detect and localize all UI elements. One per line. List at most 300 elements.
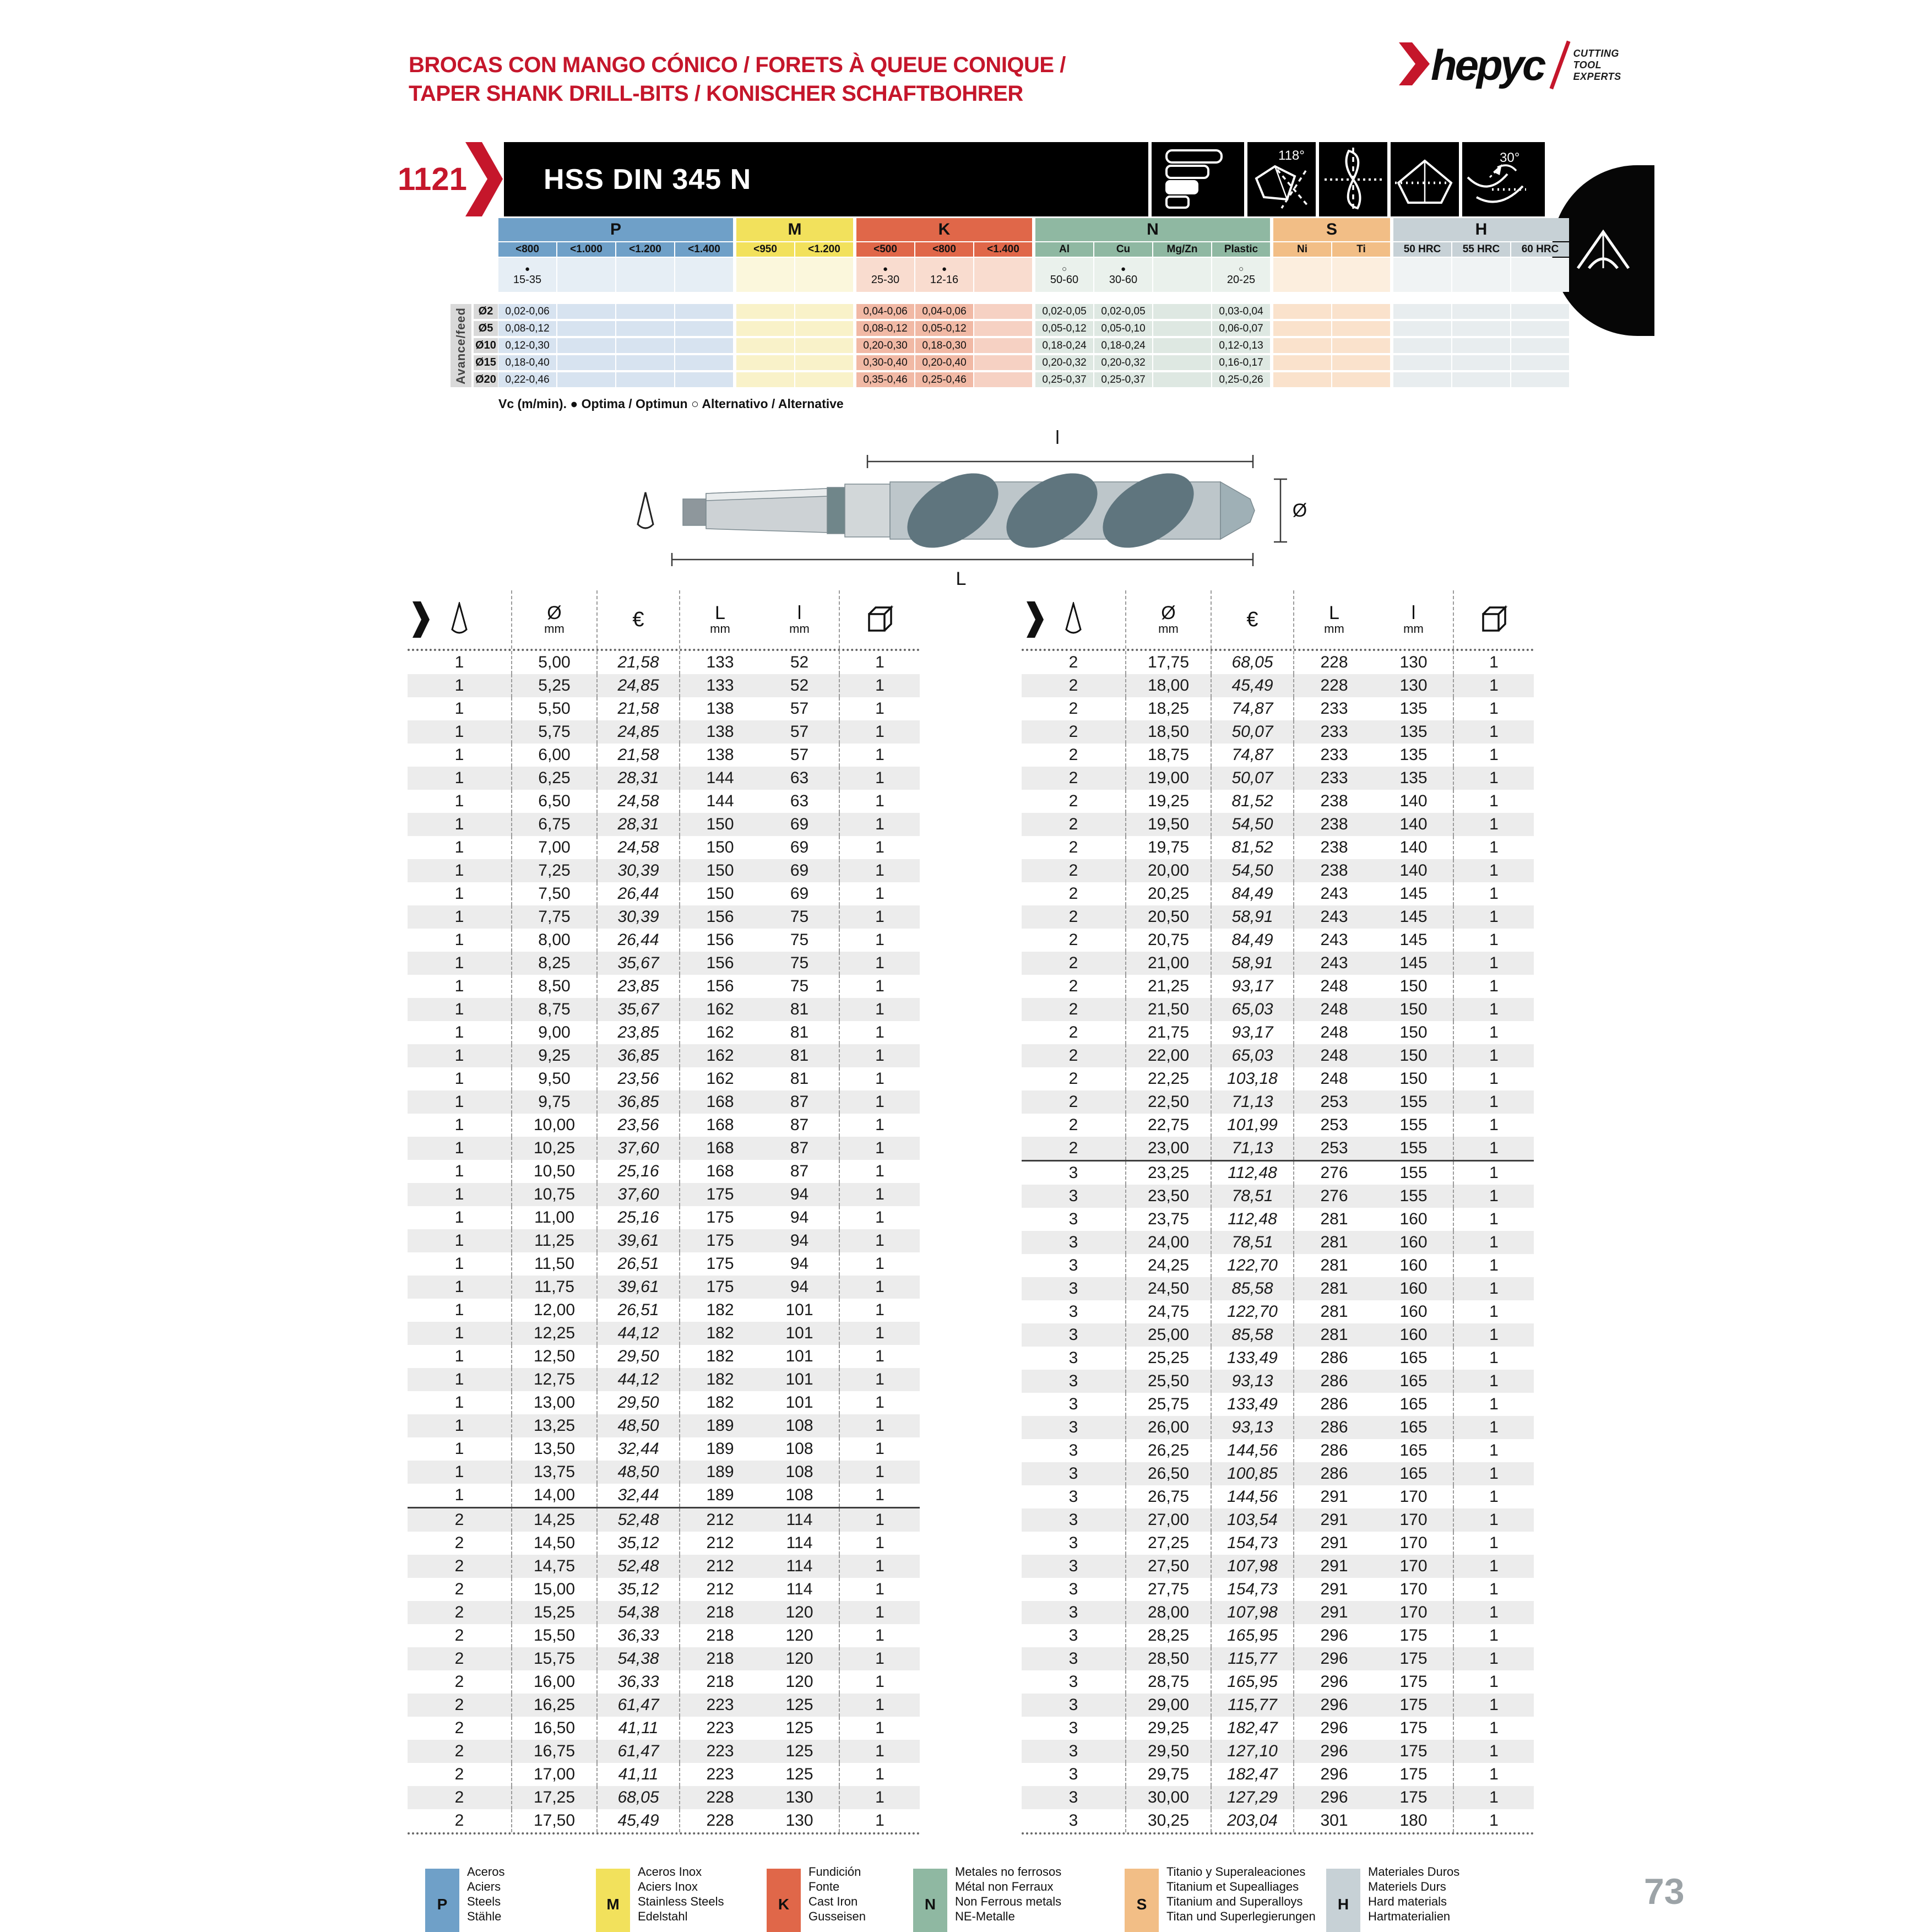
table-cell: 41,11	[598, 1763, 680, 1786]
svg-text:118°: 118°	[1278, 148, 1305, 163]
table-cell: 2	[1022, 905, 1126, 929]
table-cell: 32,44	[598, 1437, 680, 1461]
table-cell: 160	[1374, 1231, 1454, 1254]
table-cell: 160	[1374, 1208, 1454, 1231]
table-row	[408, 952, 920, 975]
page-title-line2: TAPER SHANK DRILL-BITS / KONISCHER SCHAFTBOHRER	[409, 82, 1023, 106]
table-cell: 18,50	[1126, 720, 1212, 744]
table-cell: 26,75	[1126, 1485, 1212, 1508]
table-row	[1022, 1277, 1534, 1300]
table-cell: 125	[760, 1717, 840, 1740]
table-cell: 1	[875, 1719, 884, 1737]
table-cell: 3	[1022, 1740, 1126, 1763]
table-cell: 36,85	[598, 1044, 680, 1067]
table-cell: 2	[408, 1601, 512, 1624]
table-row	[408, 1206, 920, 1229]
table-cell: 26,51	[598, 1252, 680, 1276]
col-header-qty	[1454, 590, 1534, 649]
table-cell: 107,98	[1212, 1601, 1294, 1624]
table-cell: 58,91	[1212, 905, 1294, 929]
legend-color-box: H	[1326, 1869, 1360, 1932]
table-cell: 1	[408, 767, 512, 790]
table-cell: 1	[408, 1206, 512, 1229]
table-cell: 175	[1374, 1740, 1454, 1763]
legend-line: NE-Metalle	[955, 1909, 1015, 1923]
table-cell: 17,50	[512, 1809, 598, 1832]
table-cell: 78,51	[1212, 1231, 1294, 1254]
feed-diameter-label: Ø10	[474, 338, 498, 353]
feed-value-cell: 0,35-0,46	[856, 372, 914, 387]
table-cell: 1	[875, 1208, 884, 1227]
table-row	[1022, 720, 1534, 744]
table-cell: 1	[408, 1160, 512, 1183]
table-cell: 168	[706, 1116, 734, 1134]
table-cell: 127,10	[1212, 1740, 1294, 1763]
table-cell: 74,87	[1212, 697, 1294, 720]
vc-dot: ●	[524, 264, 530, 274]
table-cell: 93,17	[1212, 975, 1294, 998]
table-row	[408, 1717, 920, 1740]
table-cell: 1	[1489, 1326, 1499, 1344]
table-cell: 223	[706, 1742, 734, 1760]
table-cell: 15,25	[512, 1601, 598, 1624]
table-cell: 291	[1320, 1511, 1348, 1529]
table-cell: 145	[1374, 882, 1454, 905]
table-row	[1022, 1786, 1534, 1809]
table-cell: 45,49	[598, 1809, 680, 1832]
table-cell: 11,00	[512, 1206, 598, 1229]
feed-value-cell	[1393, 304, 1451, 319]
table-cell: 1	[408, 836, 512, 859]
table-cell: 1	[1489, 792, 1499, 810]
table-cell: 1	[1489, 1534, 1499, 1552]
table-cell: 1	[875, 815, 884, 833]
feed-value-cell	[675, 304, 733, 319]
table-cell: 12,00	[512, 1299, 598, 1322]
vc-range-value: 30-60	[1109, 273, 1138, 286]
table-cell: 11,75	[512, 1276, 598, 1299]
legend-line: Cast Iron	[808, 1895, 858, 1908]
table-cell: 160	[1374, 1323, 1454, 1347]
table-cell: 135	[1374, 767, 1454, 790]
table-cell: 16,25	[512, 1694, 598, 1717]
table-row	[408, 1368, 920, 1391]
table-cell: 44,12	[598, 1322, 680, 1345]
table-cell: 81	[760, 998, 840, 1021]
table-cell: 25,16	[598, 1160, 680, 1183]
feed-value-cell	[616, 304, 674, 319]
table-cell: 1	[1489, 1023, 1499, 1041]
table-row	[408, 1114, 920, 1137]
table-cell: 108	[760, 1461, 840, 1484]
legend-line: Aciers Inox	[638, 1880, 698, 1893]
table-cell: 1	[1489, 815, 1499, 833]
table-cell: 1	[1489, 723, 1499, 741]
table-row	[408, 1414, 920, 1437]
table-cell: 218	[706, 1603, 734, 1621]
feed-row	[498, 304, 1569, 319]
table-cell: 52,48	[598, 1555, 680, 1578]
legend-color-box: S	[1125, 1869, 1159, 1932]
table-cell: 14,75	[512, 1555, 598, 1578]
table-cell: 1	[875, 699, 884, 718]
feed-value-cell	[675, 355, 733, 370]
table-cell: 165,95	[1212, 1624, 1294, 1647]
table-row	[1022, 744, 1534, 767]
feed-value-cell	[795, 355, 853, 370]
material-group-header: K	[856, 218, 1032, 241]
table-cell: 1	[875, 1557, 884, 1575]
table-cell: 35,67	[598, 952, 680, 975]
table-cell: 1	[875, 977, 884, 995]
table-cell: 1	[1489, 1279, 1499, 1298]
table-cell: 11,50	[512, 1252, 598, 1276]
table-row	[1022, 1694, 1534, 1717]
table-cell: 122,70	[1212, 1300, 1294, 1323]
table-cell: 170	[1374, 1532, 1454, 1555]
table-row	[408, 1555, 920, 1578]
table-cell: 25,25	[1126, 1347, 1212, 1370]
table-cell: 1	[1489, 676, 1499, 694]
material-subheader-cell: <1.200	[795, 242, 853, 257]
table-cell: 2	[408, 1670, 512, 1694]
table-cell: 44,12	[598, 1368, 680, 1391]
material-group-H	[1393, 218, 1569, 292]
table-cell: 1	[408, 1484, 512, 1507]
table-cell: 135	[1374, 744, 1454, 767]
table-row	[408, 1670, 920, 1694]
page-title-line1: BROCAS CON MANGO CÓNICO / FORETS À QUEUE CONIQUE /	[409, 53, 1066, 77]
table-cell: 26,25	[1126, 1439, 1212, 1462]
table-cell: 2	[1022, 674, 1126, 697]
table-cell: 69	[760, 836, 840, 859]
feed-side-label: Avance/feed	[451, 304, 471, 387]
material-subheader-row	[1393, 242, 1569, 257]
table-cell: 7,00	[512, 836, 598, 859]
drill-spec-icons	[1148, 142, 1531, 216]
table-cell: 281	[1320, 1233, 1348, 1251]
feed-value-cell	[557, 355, 615, 370]
table-cell: 1	[1489, 1464, 1499, 1483]
feed-value-cell: 0,25-0,26	[1212, 372, 1270, 387]
table-cell: 65,03	[1212, 1044, 1294, 1067]
table-cell: 87	[760, 1137, 840, 1160]
feed-value-cell	[795, 372, 853, 387]
table-cell: 87	[760, 1160, 840, 1183]
vc-range-value: 25-30	[871, 273, 900, 286]
table-cell: 1	[875, 1580, 884, 1598]
table-cell: 3	[1022, 1439, 1126, 1462]
table-cell: 1	[875, 908, 884, 926]
feed-value-cell: 0,12-0,13	[1212, 338, 1270, 353]
feed-value-cell	[974, 355, 1032, 370]
table-cell: 1	[408, 1067, 512, 1090]
table-cell: 150	[1374, 1067, 1454, 1090]
table-cell: 133,49	[1212, 1393, 1294, 1416]
material-vc-row	[1393, 258, 1569, 292]
table-cell: 1	[1489, 1488, 1499, 1506]
table-row	[408, 1532, 920, 1555]
table-cell: 1	[408, 1461, 512, 1484]
table-cell: 61,47	[598, 1740, 680, 1763]
table-row	[1022, 813, 1534, 836]
table-row	[408, 1461, 920, 1484]
table-cell: 30,39	[598, 905, 680, 929]
table-cell: 81,52	[1212, 836, 1294, 859]
table-cell: 223	[706, 1696, 734, 1714]
table-cell: 9,75	[512, 1090, 598, 1114]
table-cell: 1	[875, 1046, 884, 1065]
table-cell: 1	[875, 1696, 884, 1714]
table-row	[408, 651, 920, 674]
legend-text	[1166, 1864, 1316, 1932]
table-cell: 87	[760, 1090, 840, 1114]
col-header-flute-length: l mm	[760, 590, 840, 649]
table-cell: 156	[706, 931, 734, 949]
vc-range-value: 12-16	[930, 273, 959, 286]
table-rows	[408, 651, 920, 1835]
material-vc-row	[1273, 258, 1390, 292]
table-row	[1022, 1416, 1534, 1439]
table-cell: 1	[408, 720, 512, 744]
table-cell: 130	[1374, 674, 1454, 697]
table-cell: 218	[706, 1626, 734, 1645]
table-row	[408, 1391, 920, 1414]
logo-slash	[1550, 41, 1571, 90]
table-cell: 63	[760, 767, 840, 790]
material-subheader-cell: Ni	[1273, 242, 1331, 257]
table-row	[408, 674, 920, 697]
vc-range-value: 50-60	[1050, 273, 1079, 286]
table-cell: 71,13	[1212, 1090, 1294, 1114]
feed-value-cell	[1511, 304, 1569, 319]
col-header-total-length: L mm	[1324, 603, 1344, 636]
legend-item-H	[1326, 1864, 1459, 1932]
svg-text:30°: 30°	[1500, 150, 1520, 165]
table-cell: 120	[760, 1624, 840, 1647]
table-row	[408, 1484, 920, 1507]
table-cell: 5,75	[512, 720, 598, 744]
legend-line: Métal non Ferraux	[955, 1880, 1054, 1893]
legend-line: Aceros	[467, 1865, 505, 1879]
feed-value-cell	[675, 372, 733, 387]
table-cell: 29,50	[598, 1345, 680, 1368]
table-cell: 1	[875, 792, 884, 810]
material-vc-cell	[915, 258, 973, 292]
table-row	[1022, 1160, 1534, 1185]
table-row	[1022, 859, 1534, 882]
table-cell: 68,05	[598, 1786, 680, 1809]
table-cell: 248	[1320, 977, 1348, 995]
table-cell: 1	[1489, 1046, 1499, 1065]
table-cell: 130	[760, 1809, 840, 1832]
table-cell: 1	[875, 1811, 884, 1830]
table-cell: 150	[1374, 998, 1454, 1021]
table-cell: 17,25	[512, 1786, 598, 1809]
table-cell: 3	[1022, 1370, 1126, 1393]
table-row	[408, 1345, 920, 1368]
table-cell: 6,50	[512, 790, 598, 813]
brand-logo	[1399, 40, 1621, 90]
material-subheader-row	[1273, 242, 1390, 257]
table-row	[408, 1647, 920, 1670]
table-header	[1022, 590, 1534, 651]
table-cell: 3	[1022, 1300, 1126, 1323]
feed-value-cell	[1332, 338, 1390, 353]
table-row	[408, 905, 920, 929]
table-cell: 112,48	[1212, 1208, 1294, 1231]
table-cell: 140	[1374, 859, 1454, 882]
table-row	[1022, 697, 1534, 720]
feed-value-cell	[1153, 372, 1211, 387]
table-cell: 296	[1320, 1649, 1348, 1668]
table-row	[408, 790, 920, 813]
table-cell: 138	[706, 723, 734, 741]
material-vc-cell	[616, 258, 674, 292]
table-cell: 15,50	[512, 1624, 598, 1647]
logo-brand-text: hepyc	[1431, 41, 1544, 89]
table-row	[408, 1137, 920, 1160]
table-row	[1022, 1763, 1534, 1786]
table-cell: 1	[408, 975, 512, 998]
logo-chevron-icon	[1399, 42, 1431, 88]
table-cell: 248	[1320, 1023, 1348, 1041]
table-cell: 3	[1022, 1694, 1126, 1717]
table-cell: 1	[408, 1345, 512, 1368]
table-cell: 145	[1374, 905, 1454, 929]
taper-cone-icon	[638, 492, 653, 528]
table-cell: 156	[706, 954, 734, 972]
legend-line: Titanio y Superaleaciones	[1166, 1865, 1306, 1879]
table-cell: 103,18	[1212, 1067, 1294, 1090]
vc-dot: ●	[882, 264, 888, 274]
table-row	[1022, 1044, 1534, 1067]
legend-line: Stainless Steels	[638, 1895, 724, 1908]
table-cell: 3	[1022, 1162, 1126, 1185]
table-cell: 27,00	[1126, 1508, 1212, 1532]
table-cell: 63	[760, 790, 840, 813]
material-group-K	[856, 218, 1032, 292]
table-cell: 175	[1374, 1624, 1454, 1647]
feed-diameter-label: Ø20	[474, 372, 498, 387]
table-cell: 115,77	[1212, 1694, 1294, 1717]
table-cell: 182,47	[1212, 1763, 1294, 1786]
legend-line: Aceros Inox	[638, 1865, 702, 1879]
table-row	[1022, 1137, 1534, 1160]
legend-line: Titan und Superlegierungen	[1166, 1909, 1316, 1923]
material-vc-cell	[795, 258, 853, 292]
table-cell: 41,11	[598, 1717, 680, 1740]
table-cell: 30,25	[1126, 1809, 1212, 1832]
feed-value-cell	[1273, 321, 1331, 336]
col-header-qty	[840, 590, 920, 649]
table-row	[408, 1067, 920, 1090]
table-cell: 94	[760, 1229, 840, 1252]
table-cell: 12,50	[512, 1345, 598, 1368]
table-cell: 175	[1374, 1670, 1454, 1694]
table-row	[1022, 790, 1534, 813]
table-row	[408, 1763, 920, 1786]
material-vc-cell	[675, 258, 733, 292]
table-row	[1022, 1601, 1534, 1624]
table-row	[1022, 1462, 1534, 1485]
table-cell: 2	[1022, 720, 1126, 744]
legend-item-P	[425, 1864, 504, 1932]
table-cell: 21,50	[1126, 998, 1212, 1021]
table-cell: 1	[1489, 1580, 1499, 1598]
table-cell: 1	[875, 1788, 884, 1806]
material-subheader-cell: <800	[498, 242, 556, 257]
feed-row	[498, 338, 1569, 353]
material-subheader-cell: 50 HRC	[1393, 242, 1451, 257]
table-cell: 291	[1320, 1603, 1348, 1621]
table-cell: 175	[1374, 1717, 1454, 1740]
table-cell: 1	[875, 1649, 884, 1668]
table-cell: 1	[875, 1301, 884, 1319]
table-cell: 13,50	[512, 1437, 598, 1461]
col-header-price: €	[1212, 590, 1294, 649]
legend-line: Fonte	[808, 1880, 840, 1893]
table-row	[1022, 1740, 1534, 1763]
table-cell: 75	[760, 975, 840, 998]
table-row	[1022, 1208, 1534, 1231]
table-cell: 2	[1022, 836, 1126, 859]
page-number: 73	[1644, 1871, 1685, 1912]
table-row	[1022, 1670, 1534, 1694]
table-cell: 233	[1320, 769, 1348, 787]
table-cell: 2	[408, 1647, 512, 1670]
table-cell: 223	[706, 1719, 734, 1737]
feed-value-cell	[974, 321, 1032, 336]
feed-value-cell	[1452, 304, 1510, 319]
table-cell: 23,50	[1126, 1185, 1212, 1208]
table-cell: 2	[408, 1717, 512, 1740]
feed-value-cell	[1452, 338, 1510, 353]
table-cell: 130	[1374, 651, 1454, 674]
table-cell: 281	[1320, 1326, 1348, 1344]
table-cell: 28,31	[598, 813, 680, 836]
table-cell: 35,12	[598, 1532, 680, 1555]
table-row	[408, 859, 920, 882]
table-cell: 24,85	[598, 674, 680, 697]
table-cell: 6,25	[512, 767, 598, 790]
table-cell: 1	[408, 1021, 512, 1044]
feed-value-cell: 0,04-0,06	[856, 304, 914, 319]
table-cell: 25,16	[598, 1206, 680, 1229]
legend-text	[467, 1864, 504, 1932]
feed-value-cell	[1273, 372, 1331, 387]
table-cell: 5,50	[512, 697, 598, 720]
vc-dot: ○	[1238, 264, 1244, 274]
table-cell: 1	[1489, 1418, 1499, 1436]
table-cell: 101	[760, 1345, 840, 1368]
page-title	[409, 51, 1066, 108]
table-cell: 69	[760, 813, 840, 836]
table-cell: 2	[1022, 1090, 1126, 1114]
table-cell: 1	[875, 653, 884, 671]
table-cell: 228	[1320, 676, 1348, 694]
table-cell: 125	[760, 1763, 840, 1786]
cone-icon	[448, 602, 470, 637]
table-cell: 8,75	[512, 998, 598, 1021]
table-cell: 140	[1374, 790, 1454, 813]
table-cell: 29,50	[598, 1391, 680, 1414]
material-subheader-cell: <950	[736, 242, 794, 257]
legend-line: Metales no ferrosos	[955, 1865, 1062, 1879]
table-cell: 85,58	[1212, 1323, 1294, 1347]
table-cell: 30,00	[1126, 1786, 1212, 1809]
table-cell: 114	[760, 1508, 840, 1532]
